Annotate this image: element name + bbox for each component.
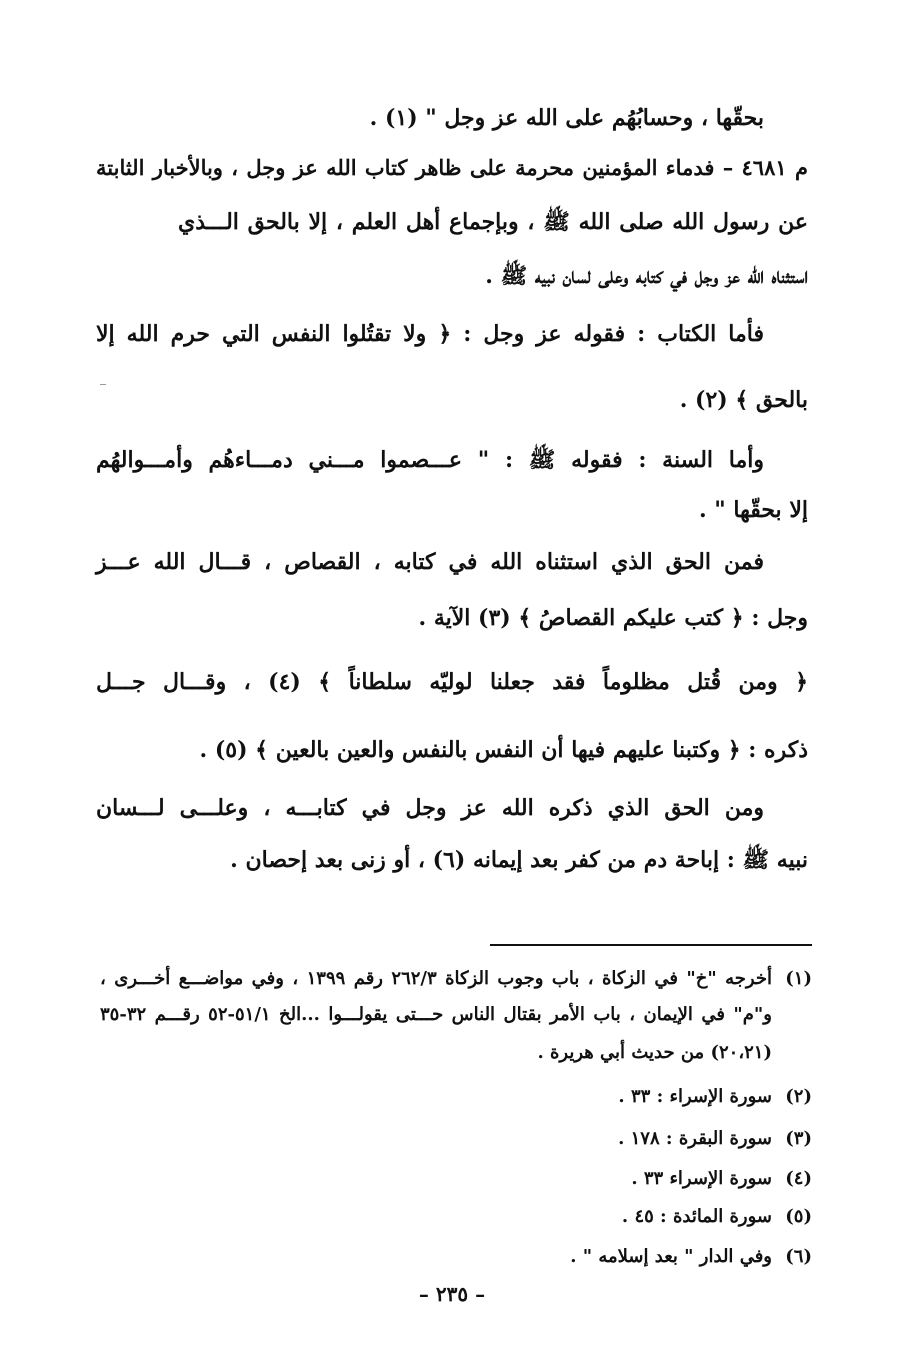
body-line-4: استثناه الله عز وجل في كتابه وعلى لسان نبيه ﷺ . <box>485 263 808 289</box>
footnote-4 <box>100 1162 812 1196</box>
body-line-13: ومن الحق الذي ذكره الله عز وجل في كتابـــه ، وعلـــى لـــسان <box>96 795 764 821</box>
body-line-8: إلا بحقّها " . <box>698 497 808 523</box>
body-line-10: وجل : ﴿ كتب عليكم القصاصُ ﴾ (٣) الآية . <box>418 605 808 631</box>
footnote-number: (٢) <box>785 1086 812 1107</box>
body-line-5: فأما الكتاب : فقوله عز وجل : ﴿ ولا تقتُلوا النفس التي حرم الله إلا <box>96 321 764 347</box>
body-line-1: بحقّها ، وحسابُهُم على الله عز وجل " (١) . <box>369 105 764 131</box>
body-line-6: بالحق ﴾ (٢) . <box>679 387 808 413</box>
footnote-6 <box>100 1240 812 1274</box>
footnote-text: سورة الإسراء : ٣٣ . <box>618 1086 772 1107</box>
body-line-14: نبيه ﷺ : إباحة دم من كفر بعد إيمانه (٦) ، أو زنى بعد إحصان . <box>230 847 808 873</box>
footnote-1-line-1 <box>100 962 812 996</box>
footnote-2 <box>100 1080 812 1114</box>
footnote-number: (٥) <box>785 1206 812 1227</box>
body-line-7: وأما السنة : فقوله ﷺ : " عـــصموا مـــني دمـــاءهُم وأمـــوالهُم <box>96 447 764 473</box>
footnote-3 <box>100 1122 812 1156</box>
footnote-5 <box>100 1200 812 1234</box>
scan-mark <box>100 384 106 385</box>
footnote-1-line-3: (٢٠،٢١) من حديث أبي هريرة . <box>537 1042 772 1063</box>
footnote-separator <box>490 944 812 946</box>
body-line-12: ذكره : ﴿ وكتبنا عليهم فيها أن النفس بالنفس والعين بالعين ﴾ (٥) . <box>199 737 808 763</box>
footnote-text: سورة الإسراء ٣٣ . <box>631 1168 772 1189</box>
footnote-number: (٦) <box>785 1246 812 1267</box>
footnote-text: أخرجه "خ" في الزكاة ، باب وجوب الزكاة ٢٦٢/٣ رقم ١٣٩٩ ، وفي مواضـــع أخـــرى ، <box>100 968 772 989</box>
footnote-text: سورة المائدة : ٤٥ . <box>621 1206 772 1227</box>
body-line-11: ﴿ ومن قُتل مظلوماً فقد جعلنا لوليّه سلطاناً ﴾ (٤) ، وقـــال جـــل <box>96 669 809 695</box>
footnote-1-line-2: و"م" في الإيمان ، باب الأمر بقتال الناس حـــتى يقولـــوا ...الخ ٥١/١-٥٢ رقـــم ٣٢-٣٥ <box>100 1004 772 1025</box>
body-line-9: فمن الحق الذي استثناه الله في كتابه ، القصاص ، قـــال الله عـــز <box>96 549 764 575</box>
footnote-number: (٤) <box>785 1168 812 1189</box>
footnote-number: (٣) <box>785 1128 812 1149</box>
body-line-3: عن رسول الله صلى الله ﷺ ، وبإجماع أهل العلم ، إلا بالحق الـــذي <box>178 209 808 235</box>
page-number: – ٢٣٥ – <box>418 1282 486 1306</box>
footnote-number: (١) <box>785 968 812 989</box>
footnote-text: وفي الدار " بعد إسلامه " . <box>570 1246 772 1267</box>
body-line-2: م ٤٦٨١ – فدماء المؤمنين محرمة على ظاهر كتاب الله عز وجل ، وبالأخبار الثابتة <box>96 155 808 180</box>
footnote-text: سورة البقرة : ١٧٨ . <box>618 1128 772 1149</box>
